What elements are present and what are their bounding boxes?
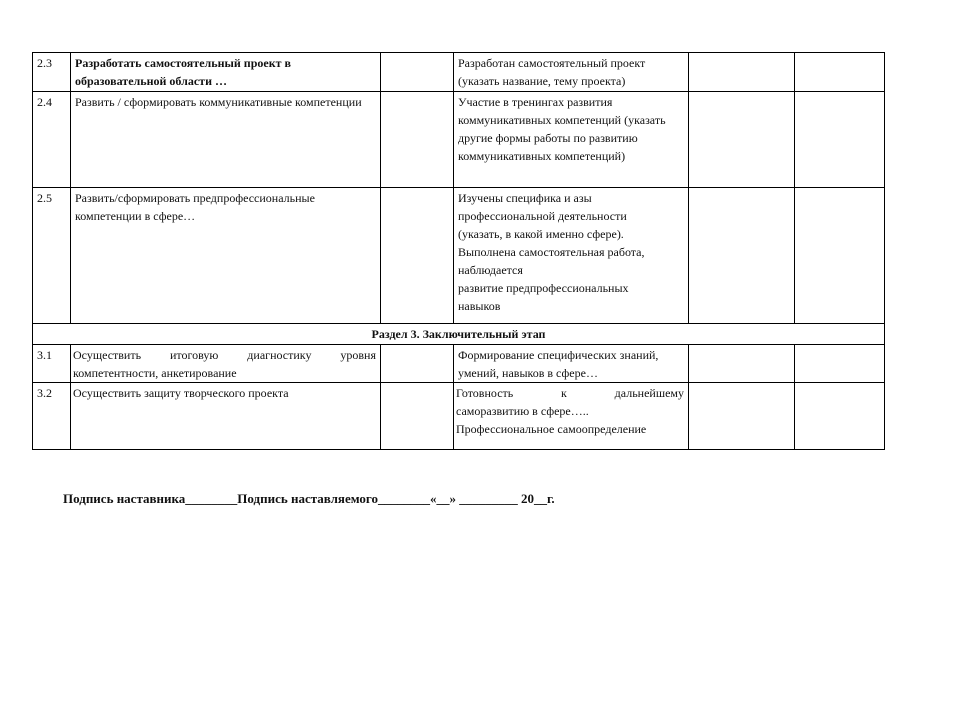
result-line: саморазвитию в сфере…..: [456, 404, 589, 418]
task-cell: Разработать самостоятельный проект в образовательной области …: [71, 53, 381, 92]
result-line: навыков: [458, 299, 501, 313]
empty-cell: [381, 345, 454, 383]
table-row: [33, 92, 885, 188]
task-cell: Развить/сформировать предпрофессиональные компетенции в сфере…: [71, 188, 381, 324]
table-row: [33, 345, 885, 383]
result-line: наблюдается: [458, 263, 523, 277]
result-line: (указать, в какой именно сфере).: [458, 227, 624, 241]
task-cell: Осуществить защиту творческого проекта: [71, 383, 381, 450]
result-line: профессиональной деятельности: [458, 209, 627, 223]
row-number: 3.2: [33, 383, 71, 450]
result-line: Профессиональное самоопределение: [456, 422, 647, 436]
result-line: Выполнена самостоятельная работа,: [458, 245, 645, 259]
result-line: развитие предпрофессиональных: [458, 281, 629, 295]
empty-cell: [795, 188, 885, 324]
section-header-row: [33, 324, 885, 345]
result-line: Готовность к дальнейшему: [456, 386, 684, 400]
signature-line: Подпись наставника________Подпись наставляемого________«__» _________ 20__г.: [63, 491, 555, 506]
empty-cell: [381, 53, 454, 92]
task-line-2: компетентности, анкетирование: [73, 366, 237, 380]
empty-cell: [689, 188, 795, 324]
result-cell: [454, 383, 689, 450]
task-cell: Развить / сформировать коммуникативные компетенции: [71, 92, 381, 188]
empty-cell: [381, 92, 454, 188]
result-line: Изучены специфика и азы: [458, 191, 592, 205]
section-title: Раздел 3. Заключительный этап: [33, 324, 885, 345]
empty-cell: [381, 383, 454, 450]
empty-cell: [689, 92, 795, 188]
result-cell: Формирование специфических знаний, умений, навыков в сфере…: [454, 345, 689, 383]
row-number: 2.4: [33, 92, 71, 188]
empty-cell: [689, 345, 795, 383]
task-line-1: Осуществить итоговую диагностику уровня: [73, 348, 376, 362]
empty-cell: [381, 188, 454, 324]
empty-cell: [795, 383, 885, 450]
empty-cell: [795, 345, 885, 383]
result-cell: Участие в тренингах развития коммуникативных компетенций (указать другие формы работы по развитию коммуникативных компетенций): [454, 92, 689, 188]
empty-cell: [795, 92, 885, 188]
empty-cell: [689, 53, 795, 92]
empty-cell: [795, 53, 885, 92]
empty-cell: [689, 383, 795, 450]
result-cell: [454, 188, 689, 324]
result-cell: Разработан самостоятельный проект (указать название, тему проекта): [454, 53, 689, 92]
plan-table-container: [32, 52, 884, 450]
row-number: 3.1: [33, 345, 71, 383]
table-row: [33, 53, 885, 92]
table-row: [33, 188, 885, 324]
row-number: 2.3: [33, 53, 71, 92]
task-cell: [71, 345, 381, 383]
plan-table: [32, 52, 885, 450]
table-row: [33, 383, 885, 450]
row-number: 2.5: [33, 188, 71, 324]
